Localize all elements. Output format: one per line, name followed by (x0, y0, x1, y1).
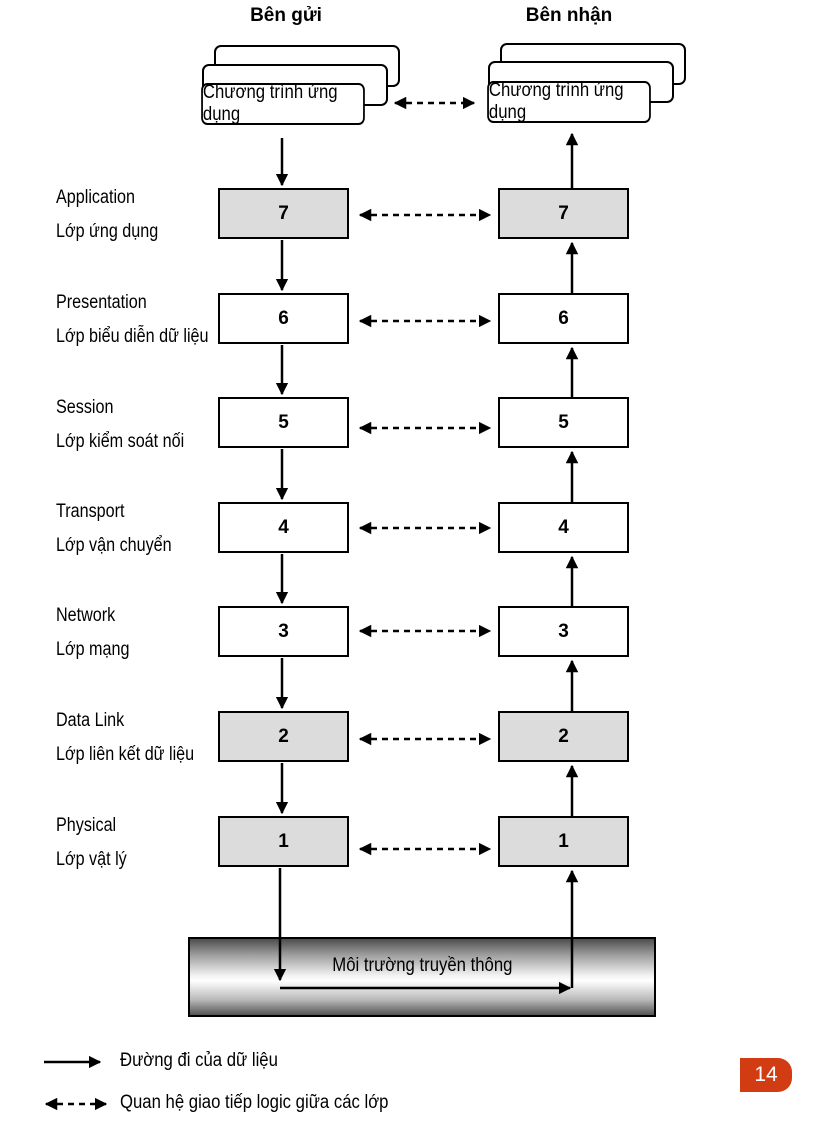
layer-vn-name: Lớp vật lý (56, 849, 127, 870)
sender-layer-7-box: 7 (218, 188, 349, 239)
sender-layer-5-box: 5 (218, 397, 349, 448)
layer-name: Network (56, 605, 116, 626)
receiver-layer-1-box: 1 (498, 816, 629, 867)
layer-name: Application (56, 187, 136, 208)
layer-name: Presentation (56, 292, 147, 313)
layer-name: Physical (56, 815, 117, 836)
receiver-header: Bên nhận (525, 5, 613, 26)
layer-name: Session (56, 397, 114, 418)
receiver-layer-3-box: 3 (498, 606, 629, 657)
sender-layer-4-box: 4 (218, 502, 349, 553)
layer-vn-name: Lớp vận chuyển (56, 535, 172, 556)
legend-logical-label: Quan hệ giao tiếp logic giữa các lớp (120, 1092, 389, 1113)
layer-vn-name: Lớp biểu diễn dữ liệu (56, 326, 209, 347)
layer-name: Transport (56, 501, 125, 522)
layer-vn-name: Lớp mạng (56, 639, 130, 660)
sender-header: Bên gửi (250, 5, 322, 26)
page-number: 14 (754, 1063, 778, 1086)
sender-layer-6-box: 6 (218, 293, 349, 344)
layer-vn-name: Lớp liên kết dữ liệu (56, 744, 195, 765)
medium-label: Môi trường truyền thông (331, 955, 513, 976)
legend-data-path-label: Đường đi của dữ liệu (120, 1050, 278, 1071)
sender-app-program: Chương trình ứng dụng (201, 83, 365, 125)
receiver-app-program: Chương trình ứng dụng (487, 81, 651, 123)
receiver-layer-2-box: 2 (498, 711, 629, 762)
receiver-layer-6-box: 6 (498, 293, 629, 344)
sender-layer-1-box: 1 (218, 816, 349, 867)
page-number-badge (740, 1058, 792, 1092)
layer-vn-name: Lớp ứng dụng (56, 221, 159, 242)
sender-layer-3-box: 3 (218, 606, 349, 657)
sender-layer-2-box: 2 (218, 711, 349, 762)
receiver-layer-4-box: 4 (498, 502, 629, 553)
receiver-layer-5-box: 5 (498, 397, 629, 448)
layer-vn-name: Lớp kiểm soát nối (56, 431, 185, 452)
layer-name: Data Link (56, 710, 125, 731)
receiver-layer-7-box: 7 (498, 188, 629, 239)
